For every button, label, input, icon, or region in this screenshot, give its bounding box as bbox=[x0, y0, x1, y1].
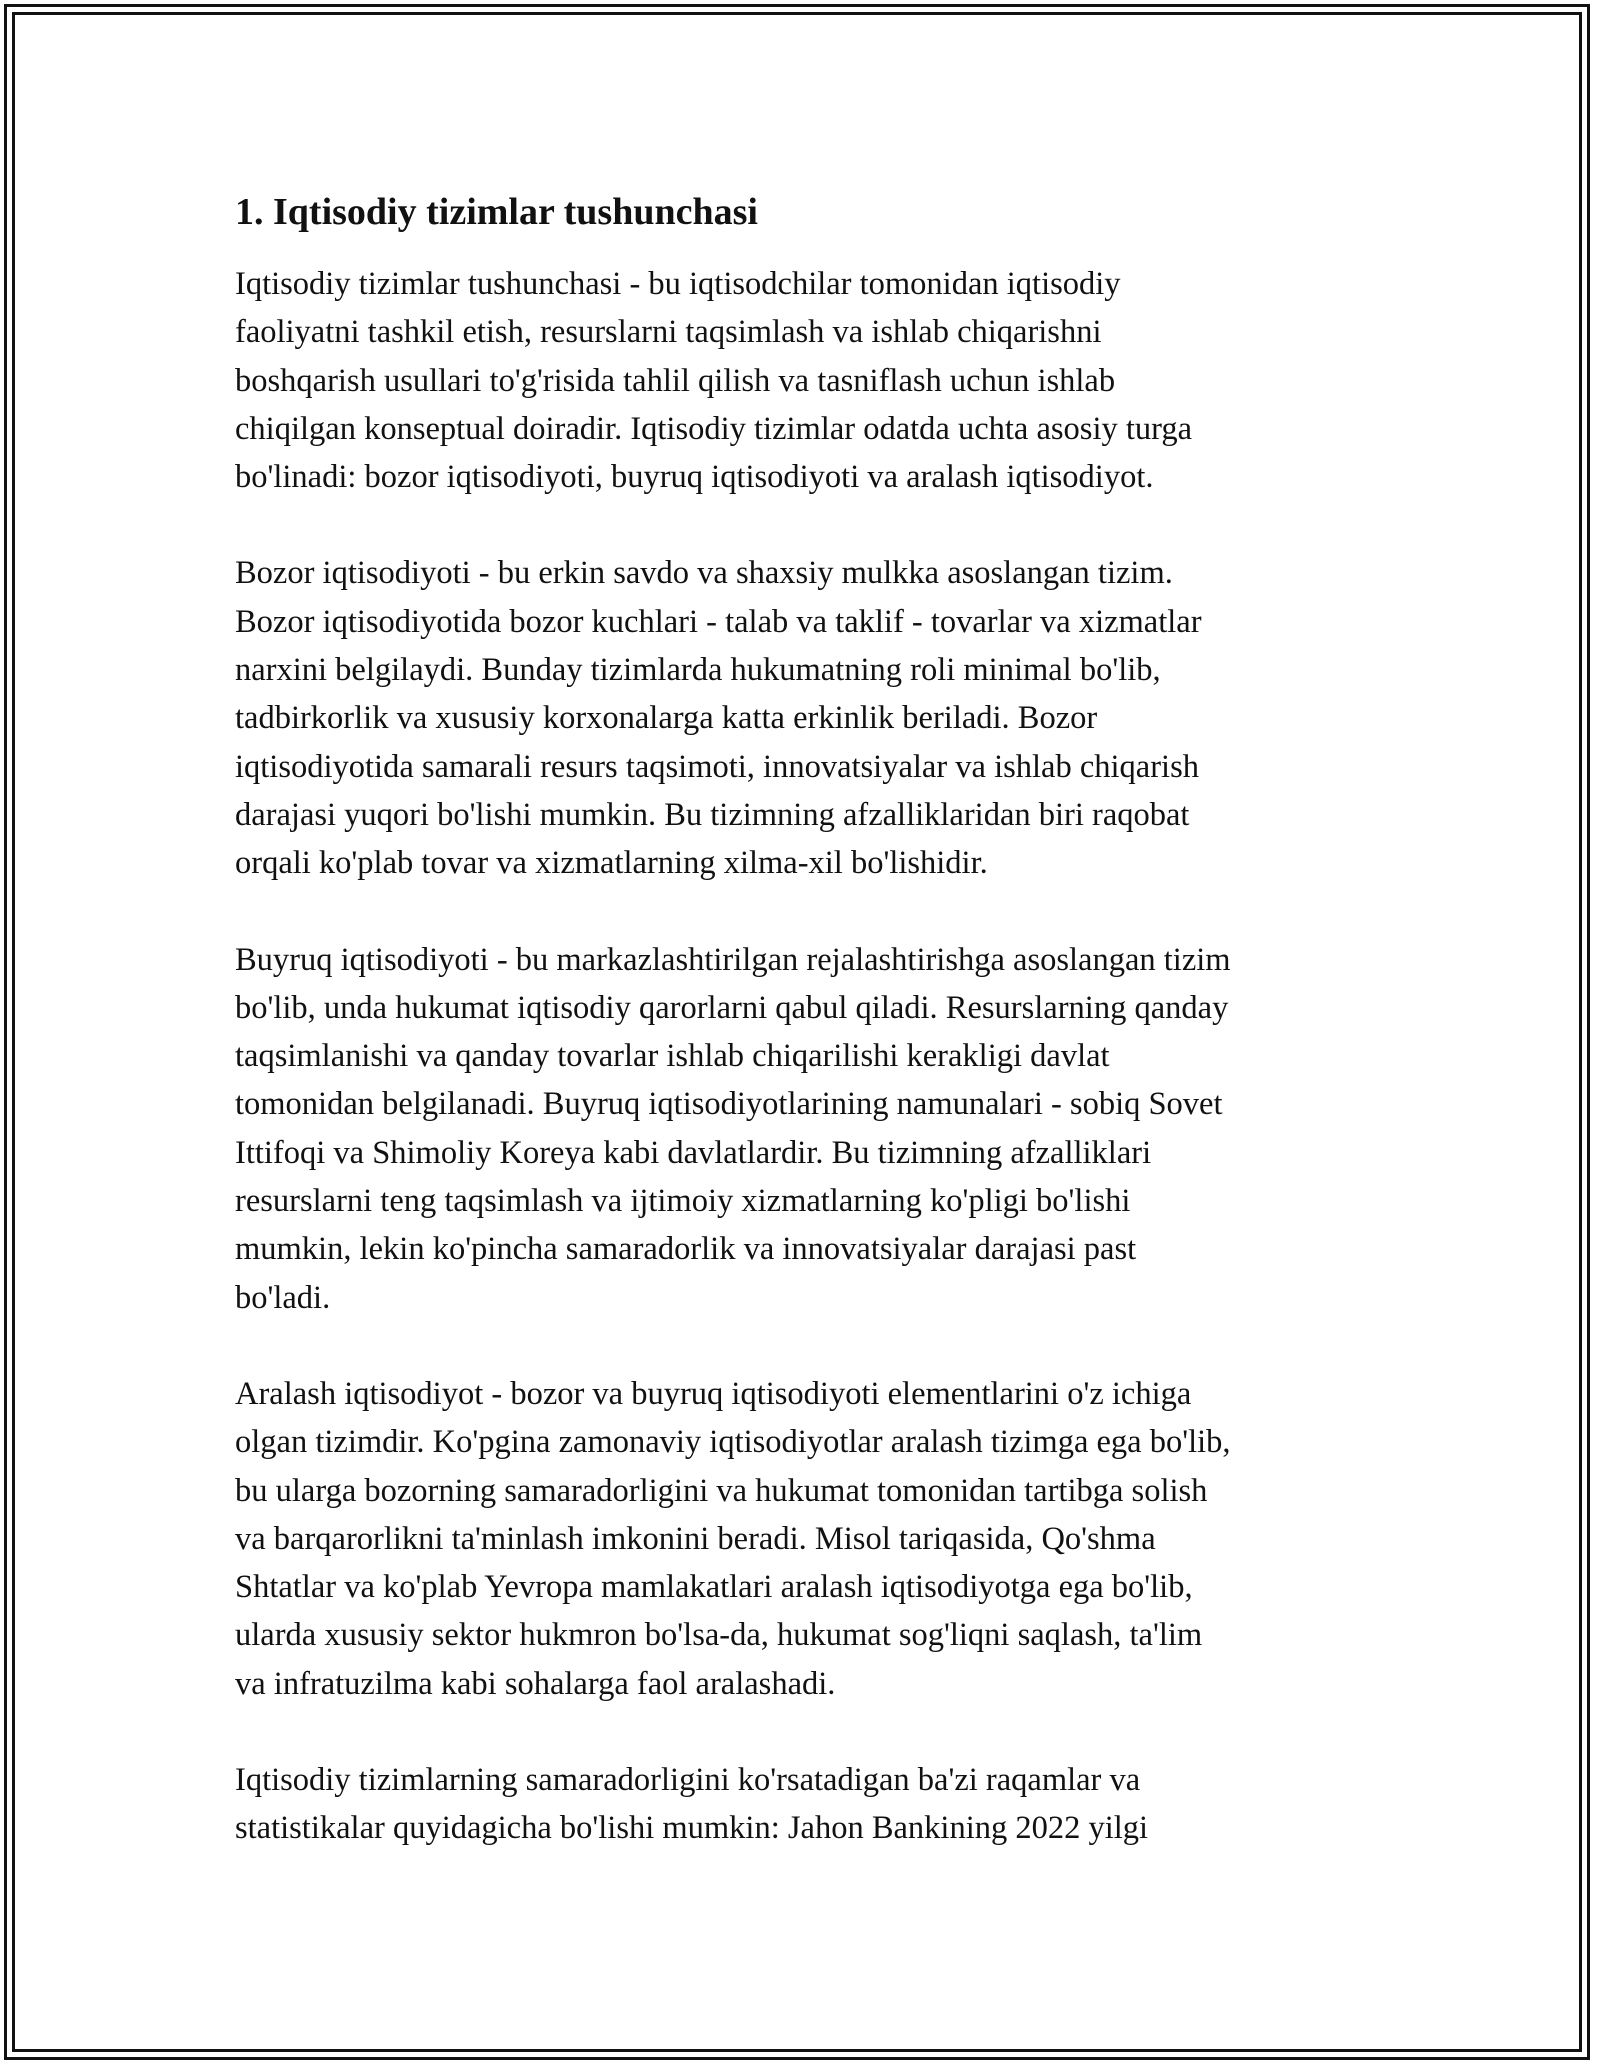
text-line: taqsimlanishi va qanday tovarlar ishlab chiqarilishi kerakligi davlat bbox=[235, 1038, 1110, 1075]
text-line: statistikalar quyidagicha bo'lishi mumkin: Jahon Bankining 2022 yilgi bbox=[235, 1810, 1149, 1847]
text-line: bo'linadi: bozor iqtisodiyoti, buyruq iqtisodiyoti va aralash iqtisodiyot. bbox=[235, 459, 1154, 496]
text-line: bu ularga bozorning samaradorligini va hukumat tomonidan tartibga solish bbox=[235, 1472, 1208, 1509]
text-line: mumkin, lekin ko'pincha samaradorlik va innovatsiyalar darajasi past bbox=[235, 1231, 1137, 1268]
text-line: Aralash iqtisodiyot - bozor va buyruq iqtisodiyoti elementlarini o'z ichiga bbox=[235, 1375, 1192, 1412]
text-line: chiqilgan konseptual doiradir. Iqtisodiy tizimlar odatda uchta asosiy turga bbox=[235, 410, 1193, 447]
text-line: resurslarni teng taqsimlash va ijtimoiy xizmatlarning ko'pligi bo'lishi bbox=[235, 1183, 1131, 1220]
text-line: iqtisodiyotida samarali resurs taqsimoti, innovatsiyalar va ishlab chiqarish bbox=[235, 748, 1199, 785]
paragraph-statistics bbox=[235, 1756, 1385, 1853]
text-line: va infratuzilma kabi sohalarga faol aralashadi. bbox=[235, 1665, 836, 1702]
text-line: tadbirkorlik va xususiy korxonalarga katta erkinlik beriladi. Bozor bbox=[235, 700, 1098, 737]
text-line: Bozor iqtisodiyoti - bu erkin savdo va shaxsiy mulkka asoslangan tizim. bbox=[235, 555, 1173, 592]
text-line: faoliyatni tashkil etish, resurslarni taqsimlash va ishlab chiqarishni bbox=[235, 314, 1102, 351]
text-line: darajasi yuqori bo'lishi mumkin. Bu tizimning afzalliklaridan biri raqobat bbox=[235, 796, 1190, 833]
text-line: Buyruq iqtisodiyoti - bu markazlashtirilgan rejalashtirishga asoslangan tizim bbox=[235, 941, 1231, 978]
text-line: va barqarorlikni ta'minlash imkonini beradi. Misol tariqasida, Qo'shma bbox=[235, 1520, 1156, 1557]
text-line: bo'lib, unda hukumat iqtisodiy qarorlarni qabul qiladi. Resurslarning qanday bbox=[235, 989, 1229, 1026]
section-heading: 1. Iqtisodiy tizimlar tushunchasi bbox=[235, 191, 758, 233]
text-line: orqali ko'plab tovar va xizmatlarning xilma-xil bo'lishidir. bbox=[235, 845, 988, 882]
paragraph-command-economy bbox=[235, 936, 1385, 1322]
text-line: Ittifoqi va Shimoliy Koreya kabi davlatlardir. Bu tizimning afzalliklari bbox=[235, 1134, 1152, 1171]
text-line: bo'ladi. bbox=[235, 1279, 331, 1316]
text-line: tomonidan belgilanadi. Buyruq iqtisodiyotlarining namunalari - sobiq Sovet bbox=[235, 1086, 1223, 1123]
text-line: ularda xususiy sektor hukmron bo'lsa-da, hukumat sog'liqni saqlash, ta'lim bbox=[235, 1617, 1203, 1654]
text-line: Iqtisodiy tizimlarning samaradorligini ko'rsatadigan ba'zi raqamlar va bbox=[235, 1762, 1141, 1799]
text-line: boshqarish usullari to'g'risida tahlil qilish va tasniflash uchun ishlab bbox=[235, 362, 1116, 399]
text-line: Iqtisodiy tizimlar tushunchasi - bu iqtisodchilar tomonidan iqtisodiy bbox=[235, 266, 1121, 302]
paragraph-market-economy bbox=[235, 549, 1385, 887]
text-line: Bozor iqtisodiyotida bozor kuchlari - talab va taklif - tovarlar va xizmatlar bbox=[235, 603, 1202, 640]
text-line: Shtatlar va ko'plab Yevropa mamlakatlari aralash iqtisodiyotga ega bo'lib, bbox=[235, 1569, 1193, 1606]
paragraph-mixed-economy bbox=[235, 1370, 1385, 1708]
document-body bbox=[235, 188, 1385, 1901]
text-line: olgan tizimdir. Ko'pgina zamonaviy iqtisodiyotlar aralash tizimga ega bo'lib, bbox=[235, 1424, 1231, 1461]
text-line: narxini belgilaydi. Bunday tizimlarda hukumatning roli minimal bo'lib, bbox=[235, 652, 1161, 689]
paragraph-intro bbox=[235, 260, 1385, 501]
